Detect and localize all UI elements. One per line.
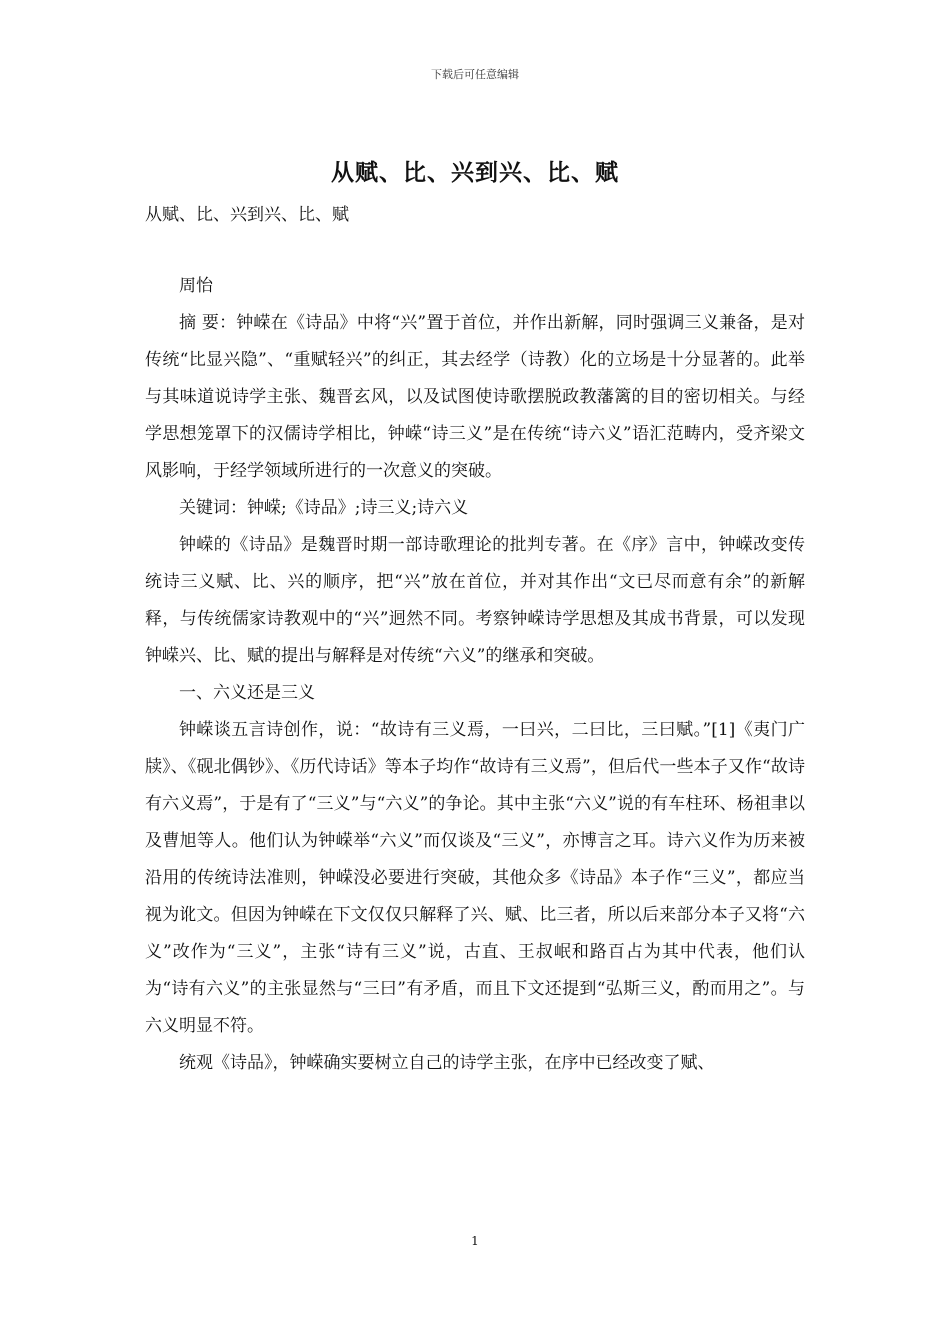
body-paragraph: 钟嵘谈五言诗创作，说：“故诗有三义焉，一曰兴，二曰比，三曰赋。”[1]《夷门广牍》、《砚北偶钞》、《历代诗话》等本子均作“故诗有三义焉”，但后代一些本子又作“故诗有六义焉”，于是有了“三义”与“六义”的争论。其中主张“六义”说的有车柱环、杨祖聿以及曹旭等人。他们认为钟嵘举“六义”而仅谈及“三义”，亦博言之耳。诗六义作为历来被沿用的传统诗法准则，钟嵘没必要进行突破，其他众多《诗品》本子作“三义”，都应当视为讹文。但因为钟嵘在下文仅仅只解释了兴、赋、比三者，所以后来部分本子又将“六义”改作为“三义”，主张“诗有三义”说，古直、王叔岷和路百占为其中代表，他们认为“诗有六义”的主张显然与“三曰”有矛盾，而且下文还提到“弘斯三义，酌而用之”。与六义明显不符。 xyxy=(145,720,805,1036)
body-paragraph: 统观《诗品》，钟嵘确实要树立自己的诗学主张，在序中已经改变了赋、 xyxy=(179,1053,715,1073)
author-name: 周怡 xyxy=(179,276,213,296)
document-subtitle: 从赋、比、兴到兴、比、赋 xyxy=(145,205,349,225)
page-number: 1 xyxy=(471,1234,479,1248)
keywords-line: 关键词：钟嵘;《诗品》;诗三义;诗六义 xyxy=(179,498,469,518)
abstract-paragraph: 摘 要：钟嵘在《诗品》中将“兴”置于首位，并作出新解，同时强调三义兼备，是对传统“比显兴隐”、“重赋轻兴”的纠正，其去经学（诗教）化的立场是十分显著的。此举与其味道说诗学主张、魏晋玄风，以及试图使诗歌摆脱政教藩篱的目的密切相关。与经学思想笼罩下的汉儒诗学相比，钟嵘“诗三义”是在传统“诗六义”语汇范畴内，受齐梁文风影响，于经学领域所进行的一次意义的突破。 xyxy=(145,313,805,481)
document-body xyxy=(145,268,805,1082)
section-heading: 一、六义还是三义 xyxy=(179,683,315,703)
header-note: 下载后可任意编辑 xyxy=(431,68,519,81)
body-paragraph: 钟嵘的《诗品》是魏晋时期一部诗歌理论的批判专著。在《序》言中，钟嵘改变传统诗三义赋、比、兴的顺序，把“兴”放在首位，并对其作出“文已尽而意有余”的新解释，与传统儒家诗教观中的“兴”迥然不同。考察钟嵘诗学思想及其成书背景，可以发现钟嵘兴、比、赋的提出与解释是对传统“六义”的继承和突破。 xyxy=(145,535,805,666)
document-title: 从赋、比、兴到兴、比、赋 xyxy=(331,159,619,186)
